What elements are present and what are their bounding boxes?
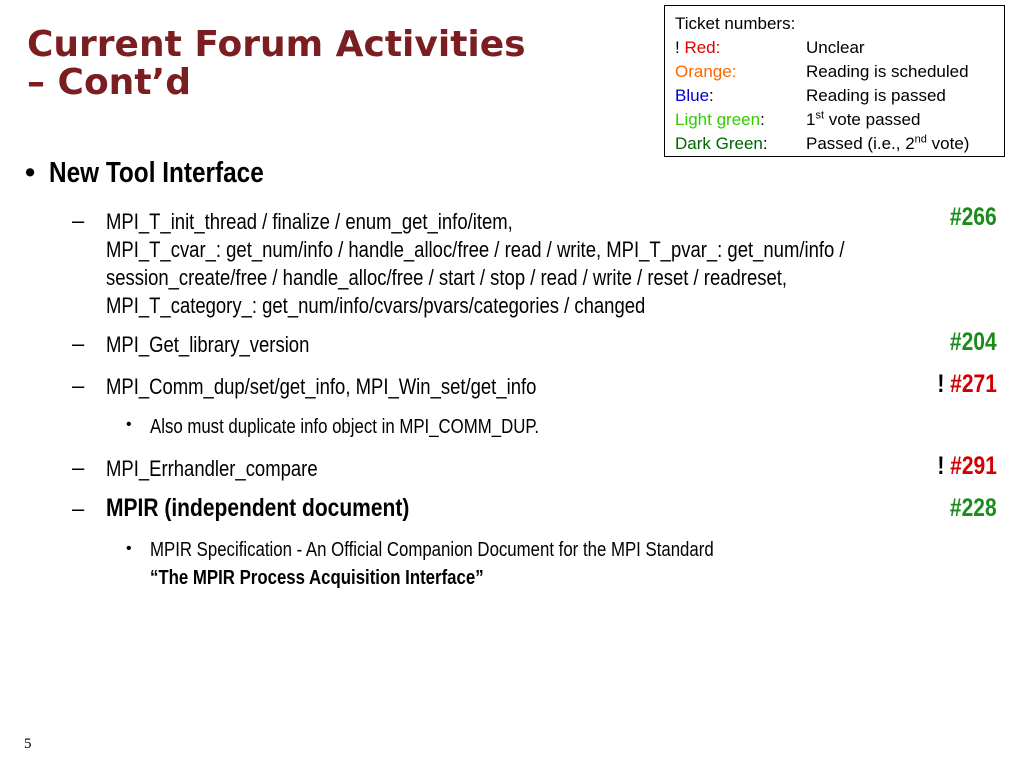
list-item-comm-dup <box>106 373 618 401</box>
ticket-number: #266 <box>950 203 997 231</box>
legend-key-colon: : <box>709 86 714 105</box>
bullet-icon: • <box>25 157 36 189</box>
ticket-number: #228 <box>950 494 997 522</box>
list-item-line: MPI_T_cvar_: get_num/info / handle_alloc/free / read / write, MPI_T_pvar_: get_num/info / <box>106 237 845 262</box>
dash-icon: – <box>72 496 85 521</box>
sub-item-text: MPIR Specification - An Official Companion Document for the MPI Standard “The MPIR Process Acquisition Interface” <box>150 536 821 592</box>
dash-icon: – <box>72 373 85 398</box>
list-item-mpi-t <box>106 208 985 320</box>
legend-key-colon: : <box>762 134 768 153</box>
ticket-number: ! #271 <box>937 370 997 398</box>
list-item-mpir <box>106 494 467 522</box>
legend-value-light-green: 1st vote passed <box>806 109 921 129</box>
list-item-line: session_create/free / handle_alloc/free / start / stop / read / write / reset / readreset, <box>106 265 788 290</box>
sub-item-title: “The MPIR Process Acquisition Interface” <box>150 567 484 589</box>
legend-key-red: Red: <box>684 38 721 57</box>
legend-value-blue: Reading is passed <box>806 86 946 105</box>
legend-prefix: ! <box>675 38 685 57</box>
legend-key-orange: Orange: <box>675 62 737 81</box>
slide-title-line2: – Cont’d <box>27 62 191 103</box>
legend-value-orange: Reading is scheduled <box>806 62 969 81</box>
list-item-text: MPI_Comm_dup/set/get_info, MPI_Win_set/get_info <box>106 374 537 399</box>
list-item-text: MPIR (independent document) <box>106 494 410 522</box>
dash-icon: – <box>72 208 85 233</box>
page-number: 5 <box>24 736 32 752</box>
legend-value-dark-green: Passed (i.e., 2nd vote) <box>806 133 970 153</box>
legend-key-light-green: Light green <box>675 110 761 129</box>
legend-key-dark-green: Dark Green <box>675 134 763 153</box>
dash-icon: – <box>72 331 85 356</box>
list-item-errhandler <box>106 455 358 483</box>
legend-value-red: Unclear <box>806 38 865 57</box>
legend-key-blue: Blue <box>675 86 710 105</box>
sub-bullet-icon: • <box>126 416 132 433</box>
sub-item-text: Also must duplicate info object in MPI_COMM_DUP. <box>150 416 540 438</box>
legend-heading: Ticket numbers: <box>675 14 796 33</box>
list-item-text: MPI_Errhandler_compare <box>106 456 318 481</box>
legend-key-colon: : <box>760 110 765 129</box>
list-item-line: MPI_T_init_thread / finalize / enum_get_info/item, <box>106 209 513 234</box>
ticket-number: #204 <box>950 328 997 356</box>
ticket-number: ! #291 <box>937 452 997 480</box>
dash-icon: – <box>72 455 85 480</box>
list-item-library-version <box>106 331 348 359</box>
list-item-line: MPI_T_category_: get_num/info/cvars/pvars/categories / changed <box>106 293 646 318</box>
slide-title-line1: Current Forum Activities <box>27 24 526 65</box>
section-heading-text: New Tool Interface <box>49 157 264 189</box>
sub-bullet-icon: • <box>126 540 132 557</box>
list-item-text: MPI_Get_library_version <box>106 332 310 357</box>
